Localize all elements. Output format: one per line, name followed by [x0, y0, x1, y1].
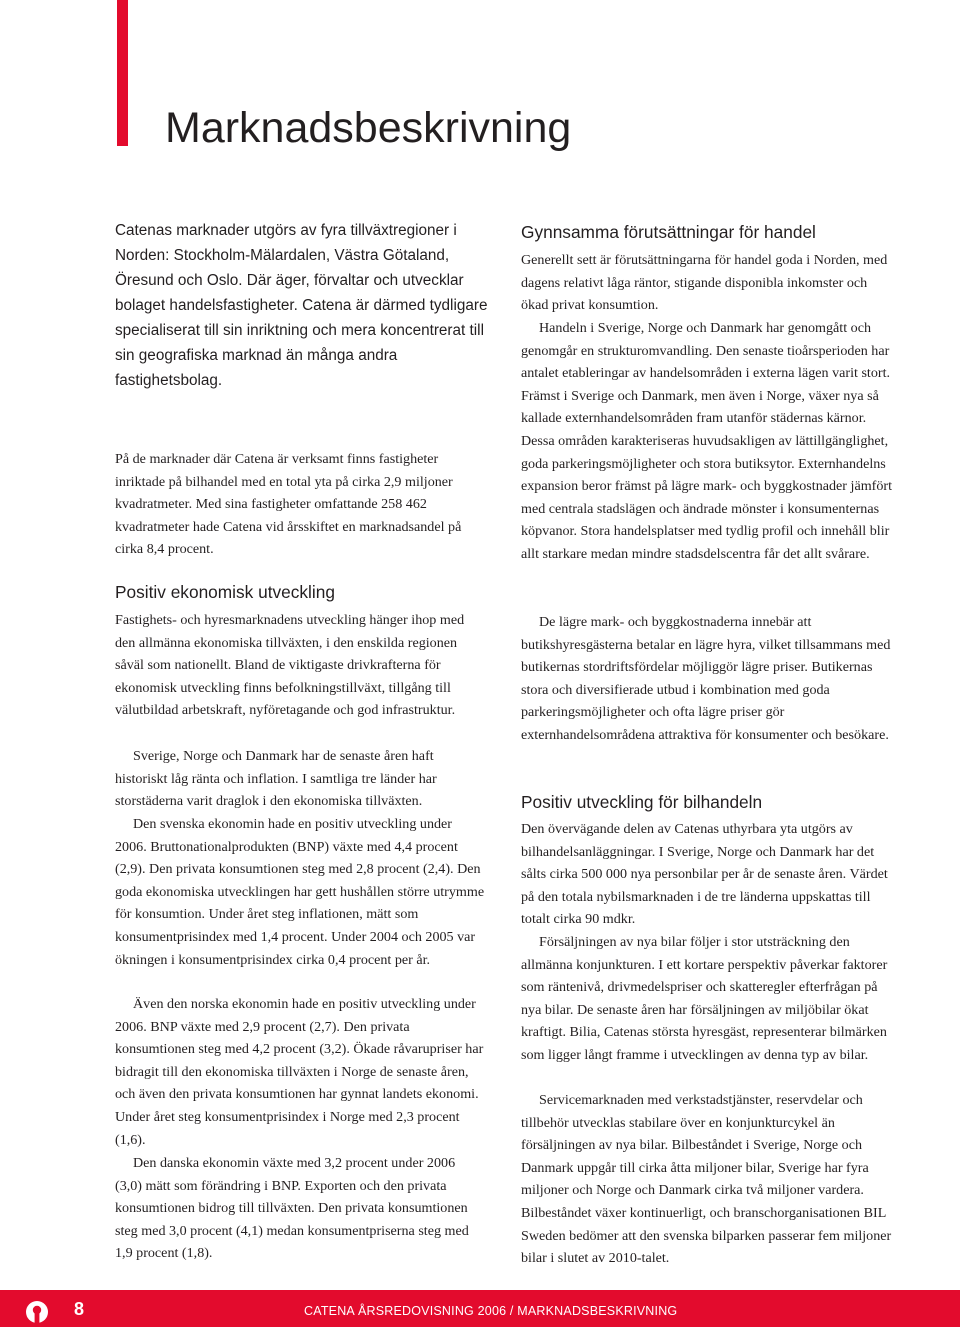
accent-bar — [117, 0, 128, 146]
trade-paragraph-3: De lägre mark- och byggkostnaderna innebär att butikshyresgästerna betalar en lägre hyra, vilket tillsammans med butikernas stordriftsfördelar möjliggör lägre priser. Butikernas stora och diversifierade utbud i kombination med goda parkeringsmöjligheter och ofta lägre priser gör externhandelsområdena attraktiva för konsumenter och besökare. — [521, 614, 891, 743]
trade-paragraph-1: Generellt sett är förutsättningarna för handel goda i Norden, med dagens relativt låga räntor, stigande disponibla inkomster och ökad privat konsumtion. — [521, 252, 888, 314]
economy-paragraph-norway: Även den norska ekonomin hade en positiv utveckling under 2006. BNP växte med 2,9 procent (2,7). Den privata konsumtionen steg med 4,2 procent (3,2). Ökade råvarupriser har bidragit till den ekonomiska tillväxten i Norge de senaste åren, och även den privata konsumtionen har gynnat landets ekonomi. Under året steg konsumentprisindex i Norge med 2,3 procent (1,6). — [115, 996, 484, 1148]
page-title: Marknadsbeskrivning — [165, 104, 572, 152]
section-heading-economy: Positiv ekonomisk utveckling — [115, 582, 335, 602]
cars-paragraph-3: Servicemarknaden med verkstadstjänster, reservdelar och tillbehör utvecklas stabilare över en konjunkturcykel än försäljningen av nya bilar. Bilbeståndet i Sverige, Norge och Danmark uppgår till cirka åtta miljoner bilar, Sverige har fyra miljoner och Norge och Danmark cirka två miljoner vardera. Bilbeståndet växer kontinuerligt, och branschorganisationen BIL Sweden bedömer att den svenska bilparken passerar fem miljoner bilar i slutet av 2010-talet. — [521, 1092, 892, 1267]
section-heading-cars: Positiv utveckling för bilhandeln — [521, 792, 763, 812]
economy-paragraph-2: Sverige, Norge och Danmark har de senaste åren haft historiskt låg ränta och inflation. I samtliga tre länder har storstäderna varit draglok i den ekonomiska tillväxten. — [115, 748, 437, 810]
economy-paragraph-1: Fastighets- och hyresmarknadens utveckling hänger ihop med den allmänna ekonomiska tillväxten, i den enskilda regionen såväl som nationellt. Bland de viktigaste drivkrafterna för ekonomisk utveckling finns befolkningstillväxt, tillgång till välutbildad arbetskraft, nyföretagande och god infrastruktur. — [115, 612, 465, 719]
cars-paragraph-1: Den övervägande delen av Catenas uthyrbara yta utgörs av bilhandelsanläggningar. I Sverige, Norge och Danmark har det sålts cirka 500 000 nya personbilar per år de senaste åren. Värdet på den totala nybilsmarknaden i de tre länderna uppskattas till totalt cirka 90 mdkr. — [521, 821, 888, 928]
economy-paragraph-sweden: Den svenska ekonomin hade en positiv utveckling under 2006. Bruttonationalprodukten (BNP) växte med 4,4 procent (2,9). Den privata konsumtionen steg med 2,8 procent (2,4). Den goda ekonomiska utvecklingen har gett hushållen större utrymme för konsumtion. Under året steg inflationen, mätt som konsumentprisindex med 1,4 procent. Under 2004 och 2005 var ökningen i konsumentprisindex cirka 0,4 procent per år. — [115, 816, 485, 968]
market-paragraph: På de marknader där Catena är verksamt finns fastigheter inriktade på bilhandel med en total yta på cirka 2,9 miljoner kvadratmeter. Med sina fastigheter omfattande 258 462 kvadratmeter hade Catena vid årsskiftet en marknadsandel på cirka 8,4 procent. — [115, 451, 462, 558]
catena-logo-icon — [25, 1300, 49, 1324]
running-title: CATENA ÅRSREDOVISNING 2006 / MARKNADSBESKRIVNING — [304, 1304, 678, 1318]
footer-band — [0, 1290, 960, 1327]
economy-paragraph-denmark: Den danska ekonomin växte med 3,2 procent under 2006 (3,0) mätt som förändring i BNP. Exporten och den privata konsumtionen bidrog till tillväxten. Den privata konsumtionen steg med 3,0 procent (4,1) medan konsumentpriserna steg med 1,9 procent (1,8). — [115, 1155, 469, 1262]
cars-paragraph-2: Försäljningen av nya bilar följer i stor utsträckning den allmänna konjunkturen. I ett kortare perspektiv påverkar faktorer som räntenivå, drivmedelspriser och skatteregler efterfrågan på nya bilar. De senaste åren har försäljningen av miljöbilar ökat kraftigt. Bilia, Catenas största hyresgäst, representerar bilmärken som ligger långt framme i utvecklingen av denna typ av bilar. — [521, 934, 888, 1063]
section-heading-trade: Gynnsamma förutsättningar för handel — [521, 222, 816, 242]
intro-paragraph: Catenas marknader utgörs av fyra tillväxtregioner i Norden: Stockholm-Mälardalen, Västra Götaland, Öresund och Oslo. Där äger, förvaltar och utvecklar bolaget handelsfastigheter. Catena är därmed tydligare specialiserat till sin inriktning och mera koncentrerat till sin geografiska marknad än många andra fastighetsbolag. — [115, 222, 488, 389]
page-number: 8 — [74, 1299, 85, 1319]
trade-paragraph-2: Handeln i Sverige, Norge och Danmark har genomgått och genomgår en strukturomvandling. Den senaste tioårsperioden har antalet etableringar av handelsområden i externa lägen varit stort. Främst i Sverige och Danmark, men även i Norge, växer nya så kallade externhandelsområden fram utanför städernas kärnor. Dessa områden karakteriseras huvudsakligen av lättillgänglighet, goda parkeringsmöjligheter och stora butiksytor. Externhandelns expansion beror främst på lägre mark- och byggkostnader jämfört med centrala stadslägen och ändrade mönster i konsumenternas köpvanor. Stora handelsplatser med tydlig profil och innehåll blir allt starkare medan mindre stadsdelscentra får det allt svårare. — [521, 320, 893, 562]
